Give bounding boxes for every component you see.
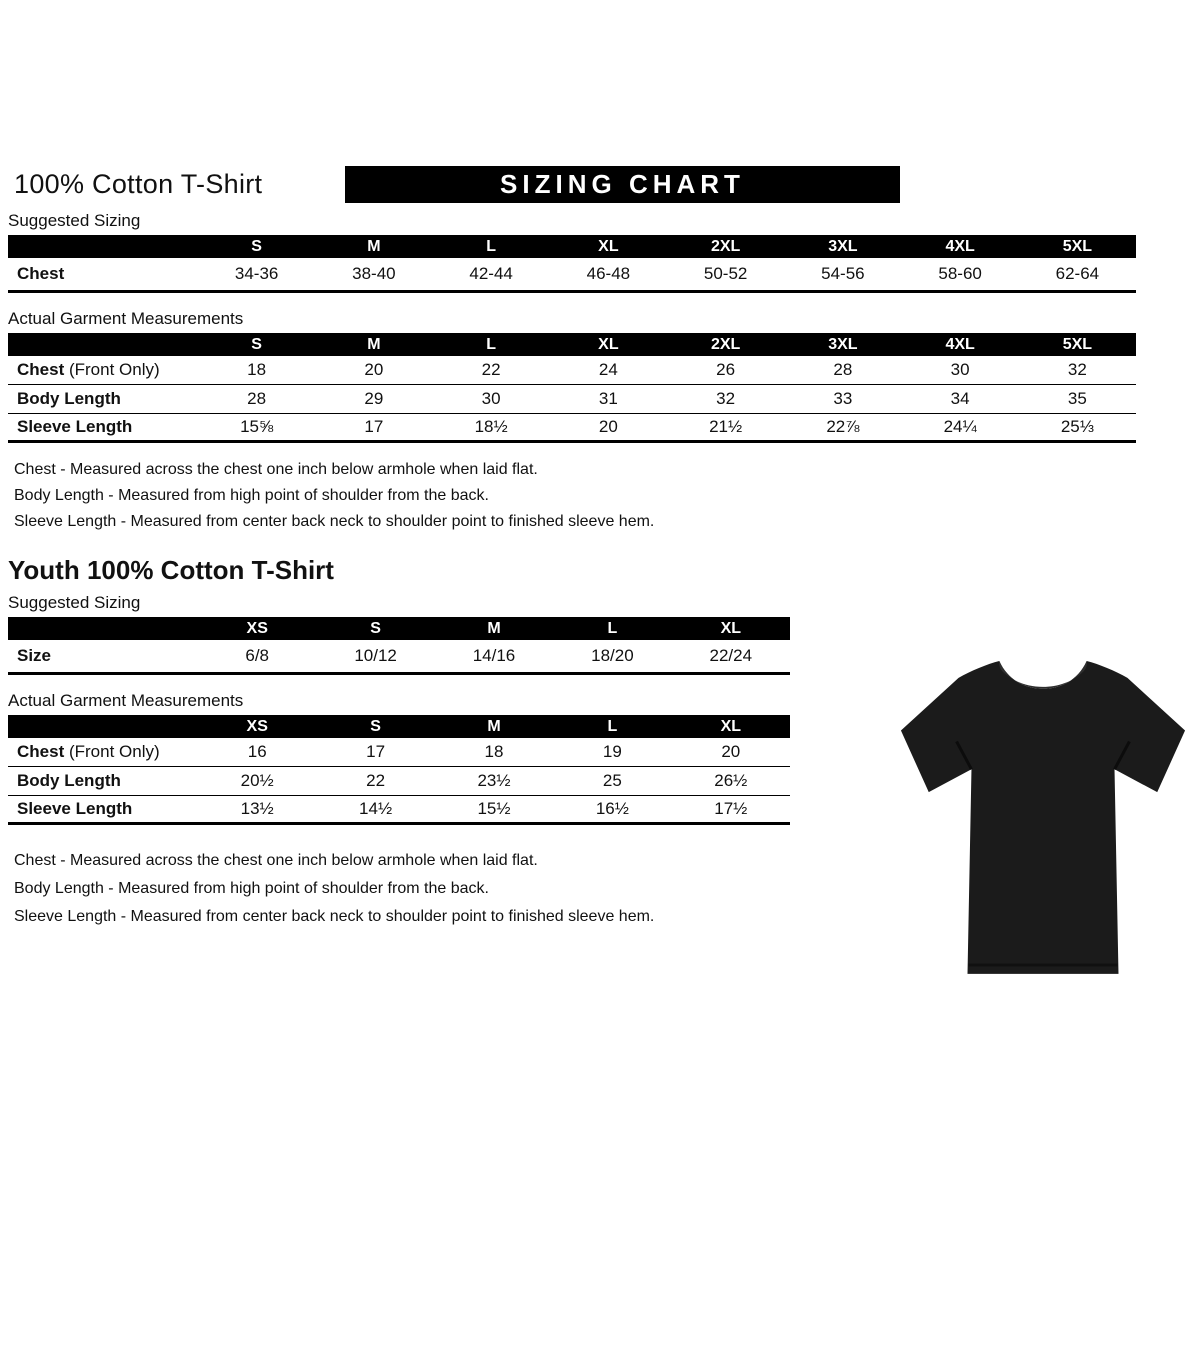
table-header-cell: M (367, 335, 381, 353)
page-title: 100% Cotton T-Shirt (14, 169, 263, 199)
table-cell: 26½ (714, 771, 748, 790)
row-label (8, 799, 198, 819)
table-header-cell: 5XL (1062, 237, 1093, 255)
table-header-cell: XS (246, 619, 268, 637)
table-header-cell: M (487, 619, 501, 637)
table-cell: 20 (598, 417, 618, 436)
table-row (8, 767, 790, 796)
table-cell: 13½ (240, 799, 274, 818)
table-header-row (8, 235, 1136, 258)
row-label-text: Size (17, 646, 52, 665)
table-cell: 21½ (709, 417, 743, 436)
table-cell: 18 (247, 360, 267, 379)
table-cell: 29 (364, 389, 384, 408)
table-row (8, 356, 1136, 385)
table-cell: 24 (598, 360, 618, 379)
table-cell: 23½ (477, 771, 511, 790)
row-label (8, 417, 198, 437)
sizing-chart-banner: SIZING CHART (345, 166, 900, 203)
table-row (8, 796, 790, 825)
table-cell: 22⅞ (826, 417, 860, 436)
adult-measurement-notes (8, 457, 1200, 535)
table-cell: 22 (481, 360, 501, 379)
table-cell: 20½ (240, 771, 274, 790)
tshirt-image (893, 644, 1191, 984)
adult-suggested-sizing-label: Suggested Sizing (8, 211, 141, 230)
table-cell: 14½ (359, 799, 393, 818)
row-label-text: Chest (17, 264, 65, 283)
table-cell: 10/12 (354, 646, 397, 665)
note-sleeve-length: Sleeve Length - Measured from center back neck to shoulder point to finished sleeve hem. (14, 908, 655, 925)
table-header-cell: XL (720, 717, 742, 735)
row-label-suffix: (Front Only) (64, 360, 160, 379)
row-label-text: Body Length (17, 389, 121, 408)
table-row (8, 258, 1136, 293)
table-row (8, 385, 1136, 414)
table-cell: 20 (721, 742, 741, 761)
table-header-row (8, 617, 790, 640)
table-header-cell: XS (246, 717, 268, 735)
table-header-cell: L (486, 335, 497, 353)
table-row (8, 738, 790, 767)
table-cell: 6/8 (245, 646, 270, 665)
table-cell: 62-64 (1055, 264, 1100, 283)
adult-actual-measurements-label: Actual Garment Measurements (8, 309, 244, 328)
table-header-cell: 4XL (945, 335, 975, 353)
table-header-cell: 2XL (710, 335, 741, 353)
table-cell: 30 (481, 389, 501, 408)
row-label-text: Chest (17, 360, 65, 379)
page-header (8, 166, 1200, 203)
table-header-cell: XL (598, 335, 619, 353)
note-body-length: Body Length - Measured from high point of shoulder from the back. (14, 487, 489, 504)
table-header-cell: L (486, 237, 497, 255)
table-header-cell: 5XL (1062, 335, 1093, 353)
table-cell: 18/20 (591, 646, 634, 665)
table-header-cell: S (370, 717, 381, 735)
table-cell: 35 (1067, 389, 1087, 408)
youth-suggested-sizing-label: Suggested Sizing (8, 593, 141, 612)
row-label-text: Chest (17, 742, 65, 761)
table-header-cell: 3XL (828, 237, 858, 255)
table-cell: 26 (716, 360, 736, 379)
row-label-text: Sleeve Length (17, 417, 133, 436)
note-chest: Chest - Measured across the chest one inch below armhole when laid flat. (14, 852, 538, 869)
table-cell: 15⅝ (240, 417, 274, 436)
table-header-row (8, 715, 790, 738)
note-chest: Chest - Measured across the chest one inch below armhole when laid flat. (14, 461, 538, 478)
table-cell: 20 (364, 360, 384, 379)
note-body-length: Body Length - Measured from high point of shoulder from the back. (14, 880, 489, 897)
row-label (8, 389, 198, 409)
row-label (8, 646, 198, 666)
table-cell: 58-60 (938, 264, 982, 283)
table-cell: 17½ (714, 799, 748, 818)
table-cell: 33 (833, 389, 853, 408)
table-cell: 19 (602, 742, 622, 761)
table-cell: 28 (247, 389, 267, 408)
youth-title: Youth 100% Cotton T-Shirt (8, 555, 334, 585)
table-header-cell: M (487, 717, 501, 735)
adult-suggested-sizing-table (8, 235, 1136, 293)
table-cell: 42-44 (469, 264, 513, 283)
youth-actual-measurements-label: Actual Garment Measurements (8, 691, 244, 710)
table-header-cell: L (607, 619, 618, 637)
table-cell: 25⅓ (1060, 417, 1094, 436)
row-label-text: Sleeve Length (17, 799, 133, 818)
table-cell: 17 (366, 742, 386, 761)
table-header-cell: XL (598, 237, 619, 255)
table-cell: 28 (833, 360, 853, 379)
table-cell: 34-36 (234, 264, 279, 283)
table-header-cell: S (251, 237, 262, 255)
row-label-text: Body Length (17, 771, 121, 790)
table-header-cell: XL (720, 619, 742, 637)
table-cell: 24¼ (943, 417, 977, 436)
table-cell: 16 (247, 742, 267, 761)
table-header-cell: S (370, 619, 381, 637)
table-header-cell: M (367, 237, 381, 255)
table-cell: 30 (950, 360, 970, 379)
table-cell: 38-40 (352, 264, 396, 283)
table-cell: 34 (950, 389, 970, 408)
table-cell: 18 (484, 742, 504, 761)
table-header-cell: 4XL (945, 237, 975, 255)
youth-suggested-sizing-table (8, 617, 790, 675)
table-cell: 22 (366, 771, 386, 790)
table-header-row (8, 333, 1136, 356)
table-cell: 14/16 (472, 646, 516, 665)
row-label (8, 771, 198, 791)
table-cell: 32 (716, 389, 736, 408)
table-cell: 22/24 (709, 646, 753, 665)
table-cell: 50-52 (703, 264, 748, 283)
table-cell: 17 (364, 417, 384, 436)
table-row (8, 640, 790, 675)
youth-actual-measurements-table (8, 715, 790, 825)
table-row (8, 414, 1136, 443)
table-cell: 25 (602, 771, 622, 790)
adult-actual-measurements-table (8, 333, 1136, 443)
table-cell: 54-56 (821, 264, 865, 283)
table-cell: 15½ (477, 799, 511, 818)
row-label-suffix: (Front Only) (64, 742, 160, 761)
table-cell: 18½ (474, 417, 508, 436)
row-label (8, 360, 198, 380)
row-label (8, 264, 198, 284)
table-header-cell: 2XL (710, 237, 741, 255)
table-header-cell: 3XL (828, 335, 858, 353)
row-label (8, 742, 198, 762)
note-sleeve-length: Sleeve Length - Measured from center back neck to shoulder point to finished sleeve hem. (14, 513, 655, 530)
table-header-cell: L (607, 717, 618, 735)
table-cell: 16½ (595, 799, 629, 818)
table-cell: 32 (1067, 360, 1087, 379)
table-cell: 31 (598, 389, 618, 408)
table-cell: 46-48 (586, 264, 631, 283)
table-header-cell: S (251, 335, 262, 353)
